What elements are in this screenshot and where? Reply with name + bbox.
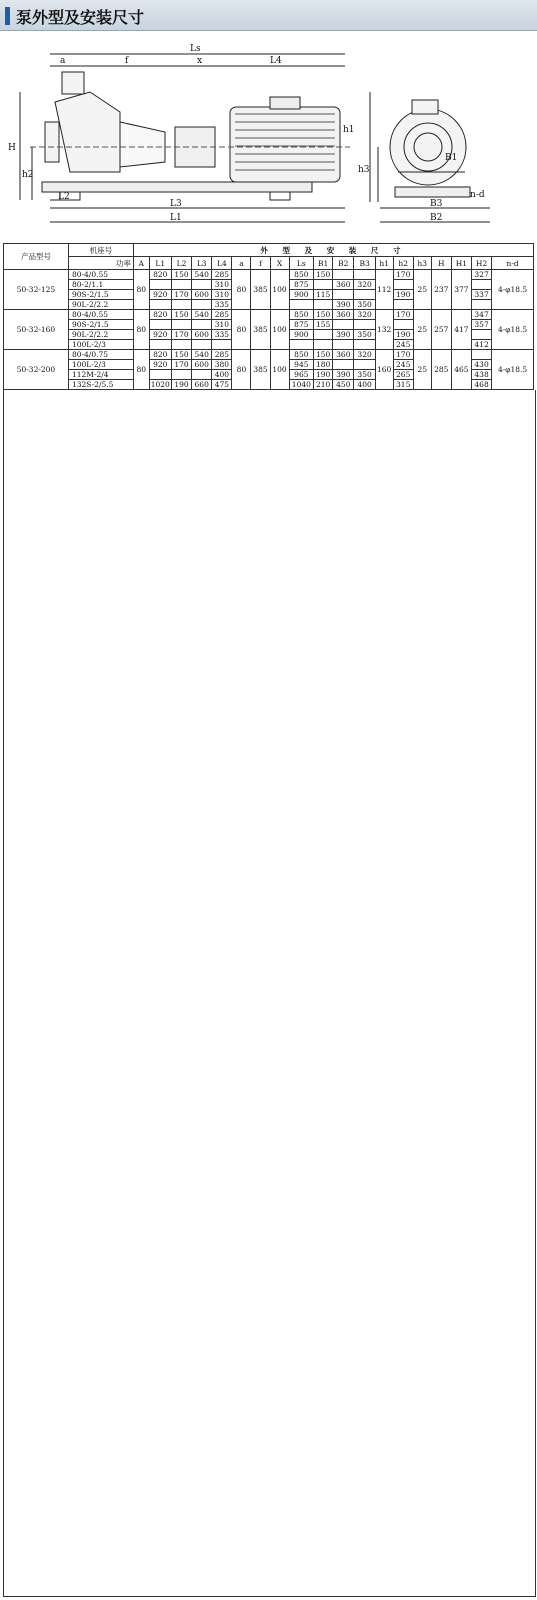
value-cell bbox=[393, 300, 413, 310]
header-ls: Ls bbox=[289, 257, 314, 270]
header-h3: h3 bbox=[413, 257, 431, 270]
value-cell: 170 bbox=[393, 270, 413, 280]
table-1-body bbox=[4, 270, 534, 390]
value-cell bbox=[354, 340, 375, 350]
value-cell: 357 bbox=[472, 320, 492, 330]
value-cell bbox=[149, 320, 171, 330]
value-cell: 25 bbox=[413, 350, 431, 390]
dim-label-b3: B3 bbox=[430, 199, 443, 209]
table-header-row-2 bbox=[4, 257, 534, 270]
dim-label-l3: L3 bbox=[170, 199, 182, 209]
header-f: f bbox=[251, 257, 270, 270]
value-cell: 190 bbox=[393, 330, 413, 340]
value-cell: 80 bbox=[232, 350, 251, 390]
value-cell: 820 bbox=[149, 270, 171, 280]
value-cell: 350 bbox=[354, 330, 375, 340]
model-cell: 50-32-200 bbox=[4, 350, 69, 390]
value-cell: 360 bbox=[333, 280, 354, 290]
value-cell: 190 bbox=[393, 290, 413, 300]
value-cell: 327 bbox=[472, 270, 492, 280]
header-b3: B3 bbox=[354, 257, 375, 270]
value-cell: 100 bbox=[270, 270, 289, 310]
value-cell: 347 bbox=[472, 310, 492, 320]
value-cell: 150 bbox=[171, 310, 191, 320]
dim-label-b1: B1 bbox=[445, 153, 458, 163]
value-cell bbox=[354, 320, 375, 330]
table-header-row-1 bbox=[4, 244, 534, 257]
dim-label-h2: h2 bbox=[22, 170, 34, 180]
value-cell: 1020 bbox=[150, 380, 170, 389]
value-cell: 540 bbox=[192, 310, 212, 320]
value-cell: 160 bbox=[375, 350, 393, 390]
value-cell bbox=[393, 320, 413, 330]
value-cell bbox=[333, 290, 354, 300]
value-cell bbox=[333, 360, 354, 370]
value-cell bbox=[149, 280, 171, 290]
frame-power-cell: 100L-2/3 bbox=[68, 360, 133, 370]
value-cell: 100 bbox=[270, 310, 289, 350]
table-row bbox=[4, 310, 534, 320]
value-cell bbox=[472, 300, 492, 310]
value-cell bbox=[192, 320, 212, 330]
header-b2: B2 bbox=[333, 257, 354, 270]
frame-power-cell: 100L-2/3 bbox=[68, 340, 133, 350]
value-cell bbox=[333, 340, 354, 350]
value-cell: 920 bbox=[149, 330, 171, 340]
value-cell bbox=[192, 370, 212, 380]
value-cell: 920 bbox=[149, 290, 171, 300]
value-cell: 4-φ18.5 bbox=[492, 310, 534, 350]
value-cell: 600 bbox=[192, 330, 212, 340]
value-cell: 920 bbox=[149, 360, 171, 370]
value-cell: 170 bbox=[393, 350, 413, 360]
value-cell: 190 bbox=[314, 370, 333, 380]
value-cell: 285 bbox=[212, 310, 232, 320]
header-h2: h2 bbox=[393, 257, 413, 270]
value-cell: 337 bbox=[472, 290, 492, 300]
value-cell bbox=[289, 300, 314, 310]
value-cell: 310 bbox=[212, 320, 232, 330]
value-cell: 875 bbox=[289, 320, 314, 330]
value-cell: 80 bbox=[232, 270, 251, 310]
header-model: 产品型号 bbox=[4, 244, 69, 270]
value-cell: 245 bbox=[393, 340, 413, 350]
value-cell bbox=[171, 300, 191, 310]
value-cell bbox=[354, 360, 375, 370]
header-nd: n-d bbox=[492, 257, 534, 270]
value-cell: 115 bbox=[314, 290, 333, 300]
value-cell: 390 bbox=[333, 330, 354, 340]
value-cell bbox=[333, 320, 354, 330]
value-cell: 155 bbox=[314, 320, 333, 330]
value-cell bbox=[314, 340, 333, 350]
value-cell bbox=[472, 280, 492, 290]
value-cell: 285 bbox=[212, 350, 232, 360]
table-row bbox=[4, 350, 534, 360]
value-cell: 660 bbox=[192, 380, 212, 390]
value-cell: 25 bbox=[413, 310, 431, 350]
value-cell: 965 bbox=[289, 370, 314, 380]
value-cell: 320 bbox=[354, 350, 375, 360]
a-upper-cell: 80 bbox=[133, 270, 149, 310]
frame-power-cell: 90L-2/2.2 bbox=[68, 330, 133, 340]
table-row bbox=[4, 270, 534, 280]
value-cell: 390 bbox=[333, 370, 354, 380]
value-cell bbox=[192, 300, 212, 310]
value-cell: 412 bbox=[472, 340, 492, 350]
value-cell: 320 bbox=[354, 280, 375, 290]
value-cell: 170 bbox=[393, 310, 413, 320]
value-cell: 875 bbox=[289, 280, 314, 290]
value-cell: 237 bbox=[431, 270, 451, 310]
value-cell: 150 bbox=[314, 270, 333, 280]
pump-outline-drawing bbox=[0, 32, 537, 238]
value-cell bbox=[192, 280, 212, 290]
value-cell: 390 bbox=[333, 300, 354, 310]
value-cell: 400 bbox=[354, 380, 375, 390]
value-cell: 257 bbox=[431, 310, 451, 350]
value-cell: 210 bbox=[314, 380, 333, 390]
value-cell: 540 bbox=[192, 270, 212, 280]
value-cell: 600 bbox=[192, 360, 212, 370]
value-cell bbox=[314, 330, 333, 340]
dim-label-h3: h3 bbox=[358, 165, 370, 175]
table-continuation-area bbox=[3, 390, 536, 1597]
header-a-upper: A bbox=[133, 257, 149, 270]
frame-power-cell: 80-4/0.55 bbox=[68, 310, 133, 320]
value-cell bbox=[171, 370, 191, 380]
value-cell: 112 bbox=[375, 270, 393, 310]
dim-label-nd: n-d bbox=[470, 190, 485, 200]
header-l1: L1 bbox=[149, 257, 171, 270]
value-cell: 1040 bbox=[289, 380, 314, 390]
value-cell: 315 bbox=[393, 380, 413, 390]
value-cell: 385 bbox=[251, 270, 270, 310]
value-cell bbox=[171, 340, 191, 350]
header-h-upper: H bbox=[431, 257, 451, 270]
value-cell bbox=[171, 280, 191, 290]
value-cell: 820 bbox=[149, 350, 171, 360]
value-cell: 385 bbox=[251, 310, 270, 350]
header-l2: L2 bbox=[171, 257, 191, 270]
value-cell bbox=[314, 280, 333, 290]
header-x: X bbox=[270, 257, 289, 270]
value-cell: 850 bbox=[289, 270, 314, 280]
a-upper-cell: 80 bbox=[133, 350, 149, 390]
dim-label-x: x bbox=[197, 56, 203, 66]
value-cell: 385 bbox=[251, 350, 270, 390]
value-cell: 335 bbox=[212, 300, 232, 310]
value-cell: 540 bbox=[192, 350, 212, 360]
value-cell bbox=[354, 290, 375, 300]
value-cell bbox=[171, 320, 191, 330]
dim-label-l1: L1 bbox=[170, 213, 182, 223]
value-cell: 820 bbox=[149, 310, 171, 320]
value-cell: 335 bbox=[212, 330, 232, 340]
value-cell: 132 bbox=[375, 310, 393, 350]
frame-power-cell: 90S-2/1.5 bbox=[68, 320, 133, 330]
header-b1: B1 bbox=[314, 257, 333, 270]
value-cell: 310 bbox=[212, 280, 232, 290]
value-cell: 468 bbox=[472, 380, 492, 390]
value-cell bbox=[354, 270, 375, 280]
value-cell: 465 bbox=[451, 350, 471, 390]
page-header bbox=[0, 0, 537, 31]
value-cell: 350 bbox=[354, 370, 375, 380]
header-l4: L4 bbox=[212, 257, 232, 270]
dim-label-ls: Ls bbox=[190, 44, 201, 54]
frame-power-cell: 90L-2/2.2 bbox=[68, 300, 133, 310]
value-cell: 600 bbox=[192, 290, 212, 300]
value-cell: 850 bbox=[289, 310, 314, 320]
value-cell: 170 bbox=[171, 290, 191, 300]
value-cell: 320 bbox=[354, 310, 375, 320]
a-upper-cell: 80 bbox=[133, 310, 149, 350]
value-cell: 450 bbox=[333, 380, 354, 390]
value-cell: 380 bbox=[212, 360, 232, 370]
header-frame: 机座号 bbox=[68, 244, 133, 257]
value-cell: 150 bbox=[171, 350, 191, 360]
value-cell: 310 bbox=[212, 290, 232, 300]
value-cell bbox=[149, 370, 171, 380]
value-cell bbox=[212, 340, 232, 350]
value-cell: 360 bbox=[333, 310, 354, 320]
value-cell: 4-φ18.5 bbox=[492, 350, 534, 390]
value-cell: 170 bbox=[171, 360, 191, 370]
value-cell: 150 bbox=[171, 270, 191, 280]
frame-power-cell: 80-2/1.1 bbox=[68, 280, 133, 290]
value-cell bbox=[333, 270, 354, 280]
frame-power-cell: 80-4/0.75 bbox=[68, 350, 133, 360]
value-cell: 430 bbox=[472, 360, 492, 370]
value-cell: 265 bbox=[393, 370, 413, 380]
frame-power-cell: 112M-2/4 bbox=[68, 370, 133, 380]
dim-label-l4: L4 bbox=[270, 56, 282, 66]
value-cell bbox=[192, 340, 212, 350]
dim-label-h: H bbox=[8, 143, 16, 153]
value-cell: 945 bbox=[289, 360, 314, 370]
header-dims: 外 型 及 安 装 尺 寸 bbox=[133, 244, 533, 257]
model-cell: 50-32-125 bbox=[4, 270, 69, 310]
dim-label-l2: L2 bbox=[58, 192, 70, 202]
value-cell bbox=[472, 350, 492, 360]
header-h1: h1 bbox=[375, 257, 393, 270]
value-cell: 150 bbox=[314, 350, 333, 360]
model-cell: 50-32-160 bbox=[4, 310, 69, 350]
value-cell: 25 bbox=[413, 270, 431, 310]
value-cell: 285 bbox=[431, 350, 451, 390]
value-cell: 170 bbox=[171, 330, 191, 340]
value-cell: 80 bbox=[232, 310, 251, 350]
dim-label-h1: h1 bbox=[343, 125, 355, 135]
value-cell: 4-φ18.5 bbox=[492, 270, 534, 310]
dim-label-f: f bbox=[125, 56, 129, 66]
frame-power-cell: 132S-2/5.5 bbox=[68, 380, 133, 390]
header-h1-upper: H1 bbox=[451, 257, 471, 270]
value-cell bbox=[393, 280, 413, 290]
value-cell: 900 bbox=[289, 290, 314, 300]
value-cell bbox=[149, 340, 171, 350]
value-cell: 350 bbox=[354, 300, 375, 310]
value-cell bbox=[149, 300, 171, 310]
header-accent-bar bbox=[5, 7, 10, 25]
value-cell: 245 bbox=[393, 360, 413, 370]
page-title: 泵外型及安装尺寸 bbox=[16, 8, 145, 27]
header-l3: L3 bbox=[192, 257, 212, 270]
value-cell: 150 bbox=[314, 310, 333, 320]
value-cell bbox=[472, 330, 492, 340]
value-cell bbox=[289, 340, 314, 350]
dim-label-b2: B2 bbox=[430, 213, 443, 223]
frame-power-cell: 90S-2/1.5 bbox=[68, 290, 133, 300]
frame-power-cell: 80-4/0.55 bbox=[68, 270, 133, 280]
value-cell: 438 bbox=[472, 370, 492, 380]
dim-label-a: a bbox=[60, 56, 66, 66]
value-cell: 475 bbox=[212, 380, 232, 390]
value-cell: 285 bbox=[212, 270, 232, 280]
header-a: a bbox=[232, 257, 251, 270]
value-cell: 190 bbox=[171, 380, 191, 390]
value-cell: 360 bbox=[333, 350, 354, 360]
value-cell: 900 bbox=[289, 330, 314, 340]
header-power: 功率 bbox=[68, 257, 133, 270]
value-cell: 377 bbox=[451, 270, 471, 310]
value-cell: 100 bbox=[270, 350, 289, 390]
value-cell: 180 bbox=[314, 360, 333, 370]
value-cell: 850 bbox=[289, 350, 314, 360]
dimension-table-1 bbox=[3, 243, 534, 390]
value-cell: 417 bbox=[451, 310, 471, 350]
value-cell: 400 bbox=[212, 370, 232, 380]
header-h2-upper: H2 bbox=[472, 257, 492, 270]
value-cell bbox=[314, 300, 333, 310]
